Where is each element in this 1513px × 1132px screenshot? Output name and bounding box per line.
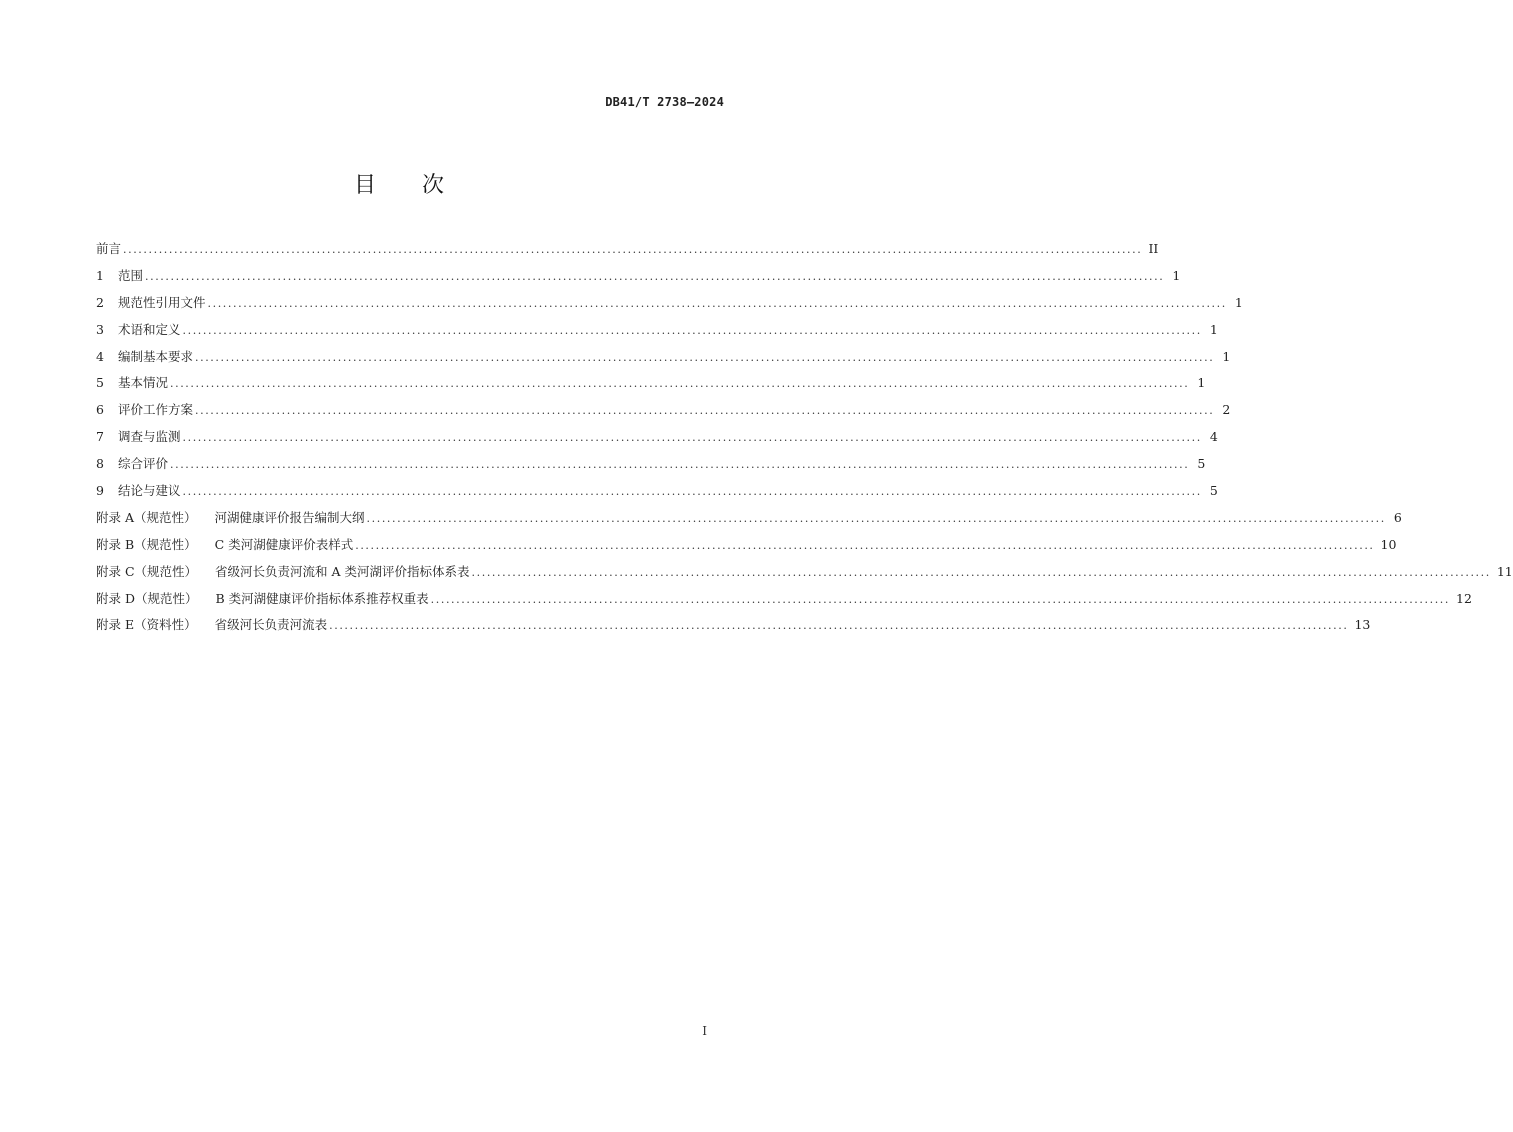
toc-entry-page: 1 <box>1209 321 1218 337</box>
toc-entry-label: 省级河长负责河流和 A 类河湖评价指标体系表 <box>215 563 470 579</box>
toc-leader-dots: ........................................................................................................................................................................................................ <box>207 296 1227 310</box>
title-char-1: 目 <box>353 173 378 198</box>
toc-entry-page: 1 <box>1172 267 1181 283</box>
document-code: DB41/T 2738—2024 <box>605 95 724 109</box>
toc-entry-label: 河湖健康评价报告编制大纲 <box>214 509 365 525</box>
toc-entry-page: II <box>1148 241 1159 256</box>
toc-appendix-entry[interactable] <box>96 508 1402 535</box>
toc-leader-dots: ........................................................................................................................................................................................................ <box>430 592 1450 606</box>
toc-leader-dots: ........................................................................................................................................................................................................ <box>182 485 1202 499</box>
title-char-2: 次 <box>422 173 447 198</box>
toc-entry-page: 5 <box>1209 483 1218 499</box>
toc-entry-number: 9 <box>96 483 104 499</box>
toc-leader-dots: ........................................................................................................................................................................................................ <box>366 511 1386 525</box>
toc-leader-dots: ........................................................................................................................................................................................................ <box>471 565 1491 579</box>
toc-entry-number: 3 <box>96 321 104 337</box>
page-number: I <box>702 1024 707 1038</box>
toc-entry[interactable] <box>96 373 1206 400</box>
toc-entry-label: 范围 <box>118 267 144 283</box>
toc-leader-dots: ........................................................................................................................................................................................................ <box>170 377 1190 391</box>
toc-entry[interactable] <box>96 481 1218 508</box>
page-title <box>0 168 800 199</box>
toc-entry[interactable] <box>96 320 1218 347</box>
toc-entry-label: 调查与监测 <box>118 429 181 445</box>
toc-leader-dots: ........................................................................................................................................................................................................ <box>182 431 1202 445</box>
toc-entry-page: 6 <box>1393 509 1402 525</box>
toc-leader-dots: ........................................................................................................................................................................................................ <box>329 619 1349 633</box>
toc-leader-dots: ........................................................................................................................................................................................................ <box>123 243 1143 256</box>
toc-entry-number: 7 <box>96 429 104 445</box>
toc-entry[interactable] <box>96 266 1181 293</box>
toc-entry[interactable] <box>96 427 1218 454</box>
toc-leader-dots: ........................................................................................................................................................................................................ <box>170 458 1190 472</box>
toc-appendix-entry[interactable] <box>96 562 1513 589</box>
toc-entry-number: 4 <box>96 348 104 364</box>
toc-entry-page: 5 <box>1197 456 1206 472</box>
toc-entry-label: 评价工作方案 <box>118 402 194 418</box>
toc-appendix-prefix: 附录 C（规范性） <box>96 563 198 579</box>
toc-entry-page: 1 <box>1222 348 1231 364</box>
toc-entry-label: 省级河长负责河流表 <box>214 617 328 633</box>
toc-entry-page: 1 <box>1197 375 1206 391</box>
toc-appendix-entry[interactable] <box>96 535 1397 562</box>
toc-entry-label: 编制基本要求 <box>118 348 194 364</box>
toc-appendix-prefix: 附录 D（规范性） <box>96 590 198 606</box>
toc-entry-number: 8 <box>96 456 104 472</box>
toc-entry-page: 10 <box>1380 536 1397 552</box>
toc-entry-label: 规范性引用文件 <box>118 294 206 310</box>
toc-entry[interactable] <box>96 454 1206 481</box>
toc-appendix-prefix: 附录 E（资料性） <box>96 617 197 633</box>
toc-entry-page: 4 <box>1209 429 1218 445</box>
toc-entry[interactable] <box>96 293 1243 320</box>
toc-entry-number: 2 <box>96 294 104 310</box>
toc-leader-dots: ........................................................................................................................................................................................................ <box>195 350 1215 364</box>
toc-entry-page: 1 <box>1234 294 1243 310</box>
toc-leader-dots: ........................................................................................................................................................................................................ <box>182 323 1202 337</box>
toc-entry-number: 5 <box>96 375 104 391</box>
toc-entry-label: 结论与建议 <box>118 483 181 499</box>
toc-entry-label: 前言 <box>96 241 122 256</box>
toc-entry-label: 综合评价 <box>118 456 169 472</box>
toc-entry-label: B 类河湖健康评价指标体系推荐权重表 <box>215 590 429 606</box>
toc-entry-number: 1 <box>96 267 104 283</box>
toc-leader-dots: ........................................................................................................................................................................................................ <box>195 404 1215 418</box>
toc-entry-number: 6 <box>96 402 104 418</box>
toc-entry-page: 11 <box>1496 563 1513 579</box>
toc-leader-dots: ........................................................................................................................................................................................................ <box>145 269 1165 283</box>
toc-entry-label: C 类河湖健康评价表样式 <box>214 536 354 552</box>
toc-appendix-prefix: 附录 A（规范性） <box>96 509 197 525</box>
toc-appendix-prefix: 附录 B（规范性） <box>96 536 197 552</box>
toc-entry[interactable] <box>96 347 1231 374</box>
toc-appendix-entry[interactable] <box>96 615 1371 642</box>
toc-leader-dots: ........................................................................................................................................................................................................ <box>355 538 1375 552</box>
toc-entry[interactable] <box>96 239 1159 266</box>
toc-entry[interactable] <box>96 400 1231 427</box>
table-of-contents <box>96 239 1513 642</box>
toc-entry-page: 12 <box>1456 590 1472 606</box>
toc-entry-page: 13 <box>1354 617 1371 633</box>
toc-appendix-entry[interactable] <box>96 589 1472 616</box>
toc-entry-label: 基本情况 <box>118 375 169 391</box>
toc-entry-page: 2 <box>1222 402 1231 418</box>
toc-entry-label: 术语和定义 <box>118 321 181 337</box>
